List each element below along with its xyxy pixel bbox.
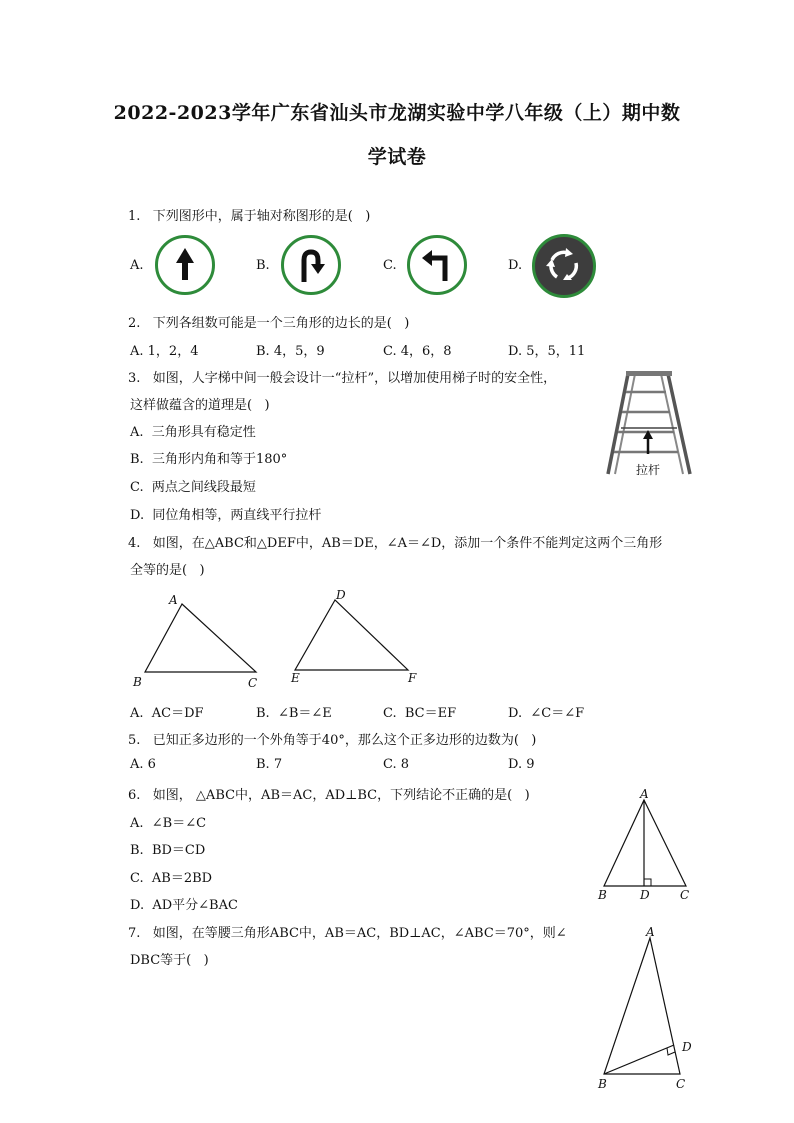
label-f: F — [408, 671, 417, 685]
q6-option-d: D. AD平分∠BAC — [130, 898, 238, 913]
label-a: A — [169, 593, 178, 607]
q5-option-a: A. 6 — [130, 757, 156, 772]
q1-option-b: B. — [256, 258, 270, 273]
q6-option-a: A. ∠B＝∠C — [130, 816, 207, 831]
q3-stem-line-2: 这样做蕴含的道理是( ) — [130, 398, 270, 413]
ladder-label: 拉杆 — [636, 463, 661, 477]
q2-option-d: D. 5，5，11 — [508, 344, 586, 359]
roundabout-sign-icon — [532, 234, 596, 298]
step-ladder-figure — [600, 370, 700, 482]
q6-option-b: B. BD＝CD — [130, 843, 206, 858]
q4-stem-line-2: 全等的是( ) — [130, 563, 205, 578]
q2-option-b: B. 4，5，9 — [256, 344, 325, 359]
q2-option-c: C. 4，6，8 — [383, 344, 452, 359]
arrow-up-sign-icon — [154, 234, 216, 296]
q3-stem-line-1: 3. 如图，人字梯中间一般会设计一“拉杆”，以增加使用梯子时的安全性， — [128, 371, 557, 386]
q5-option-c: C. 8 — [383, 757, 410, 772]
q3-option-b: B. 三角形内角和等于180° — [130, 452, 288, 467]
q6-label-d: D — [640, 888, 650, 902]
q4-option-b: B. ∠B＝∠E — [256, 706, 332, 721]
q6-label-b: B — [598, 888, 607, 902]
exam-title-line-1: 2022-2023学年广东省汕头市龙湖实验中学八年级（上）期中数 — [113, 102, 681, 124]
q7-label-b: B — [598, 1077, 607, 1091]
q2-option-a: A. 1，2，4 — [130, 344, 199, 359]
q4-option-c: C. BC＝EF — [383, 706, 457, 721]
q4-option-d: D. ∠C＝∠F — [508, 706, 585, 721]
label-b: B — [133, 675, 142, 689]
q7-stem-line-2: DBC等于( ) — [130, 953, 209, 968]
q3-option-a: A. 三角形具有稳定性 — [130, 425, 256, 440]
q1-option-d: D. — [508, 258, 523, 273]
label-d: D — [336, 588, 346, 602]
q7-stem-line-1: 7. 如图，在等腰三角形ABC中，AB＝AC，BD⊥AC，∠ABC＝70°，则∠ — [128, 926, 567, 941]
triangle-def — [295, 600, 408, 670]
q7-label-d: D — [682, 1040, 692, 1054]
label-e: E — [291, 671, 300, 685]
q4-option-a: A. AC＝DF — [130, 706, 204, 721]
q4-triangles-figure — [130, 590, 430, 690]
u-turn-sign-icon — [280, 234, 342, 296]
q5-stem: 5. 已知正多边形的一个外角等于40°，那么这个正多边形的边数为( ) — [128, 733, 537, 748]
q7-triangle-figure — [594, 924, 704, 1096]
q5-option-b: B. 7 — [256, 757, 283, 772]
label-c: C — [248, 676, 258, 690]
q5-option-d: D. 9 — [508, 757, 535, 772]
q6-option-c: C. AB＝2BD — [130, 871, 213, 886]
q1-option-a: A. — [130, 258, 144, 273]
q6-label-c: C — [680, 888, 690, 902]
q4-stem-line-1: 4. 如图，在△ABC和△DEF中，AB＝DE，∠A＝∠D，添加一个条件不能判定这两个三角形 — [128, 536, 663, 551]
triangle-abc — [145, 604, 256, 672]
q3-option-c: C. 两点之间线段最短 — [130, 480, 256, 495]
q7-label-c: C — [676, 1077, 686, 1091]
q3-option-d: D. 同位角相等，两直线平行拉杆 — [130, 508, 322, 523]
q6-triangle-figure — [596, 786, 696, 906]
exam-title-line-2: 学试卷 — [367, 146, 427, 168]
q7-label-a: A — [646, 925, 655, 939]
q1-option-c: C. — [383, 258, 397, 273]
q1-stem: 1. 下列图形中，属于轴对称图形的是( ) — [128, 209, 371, 224]
q6-label-a: A — [640, 787, 649, 801]
q6-stem: 6. 如图， △ABC中，AB＝AC，AD⊥BC，下列结论不正确的是( ) — [128, 788, 530, 803]
turn-left-sign-icon — [406, 234, 468, 296]
q2-stem: 2. 下列各组数可能是一个三角形的边长的是( ) — [128, 316, 410, 331]
